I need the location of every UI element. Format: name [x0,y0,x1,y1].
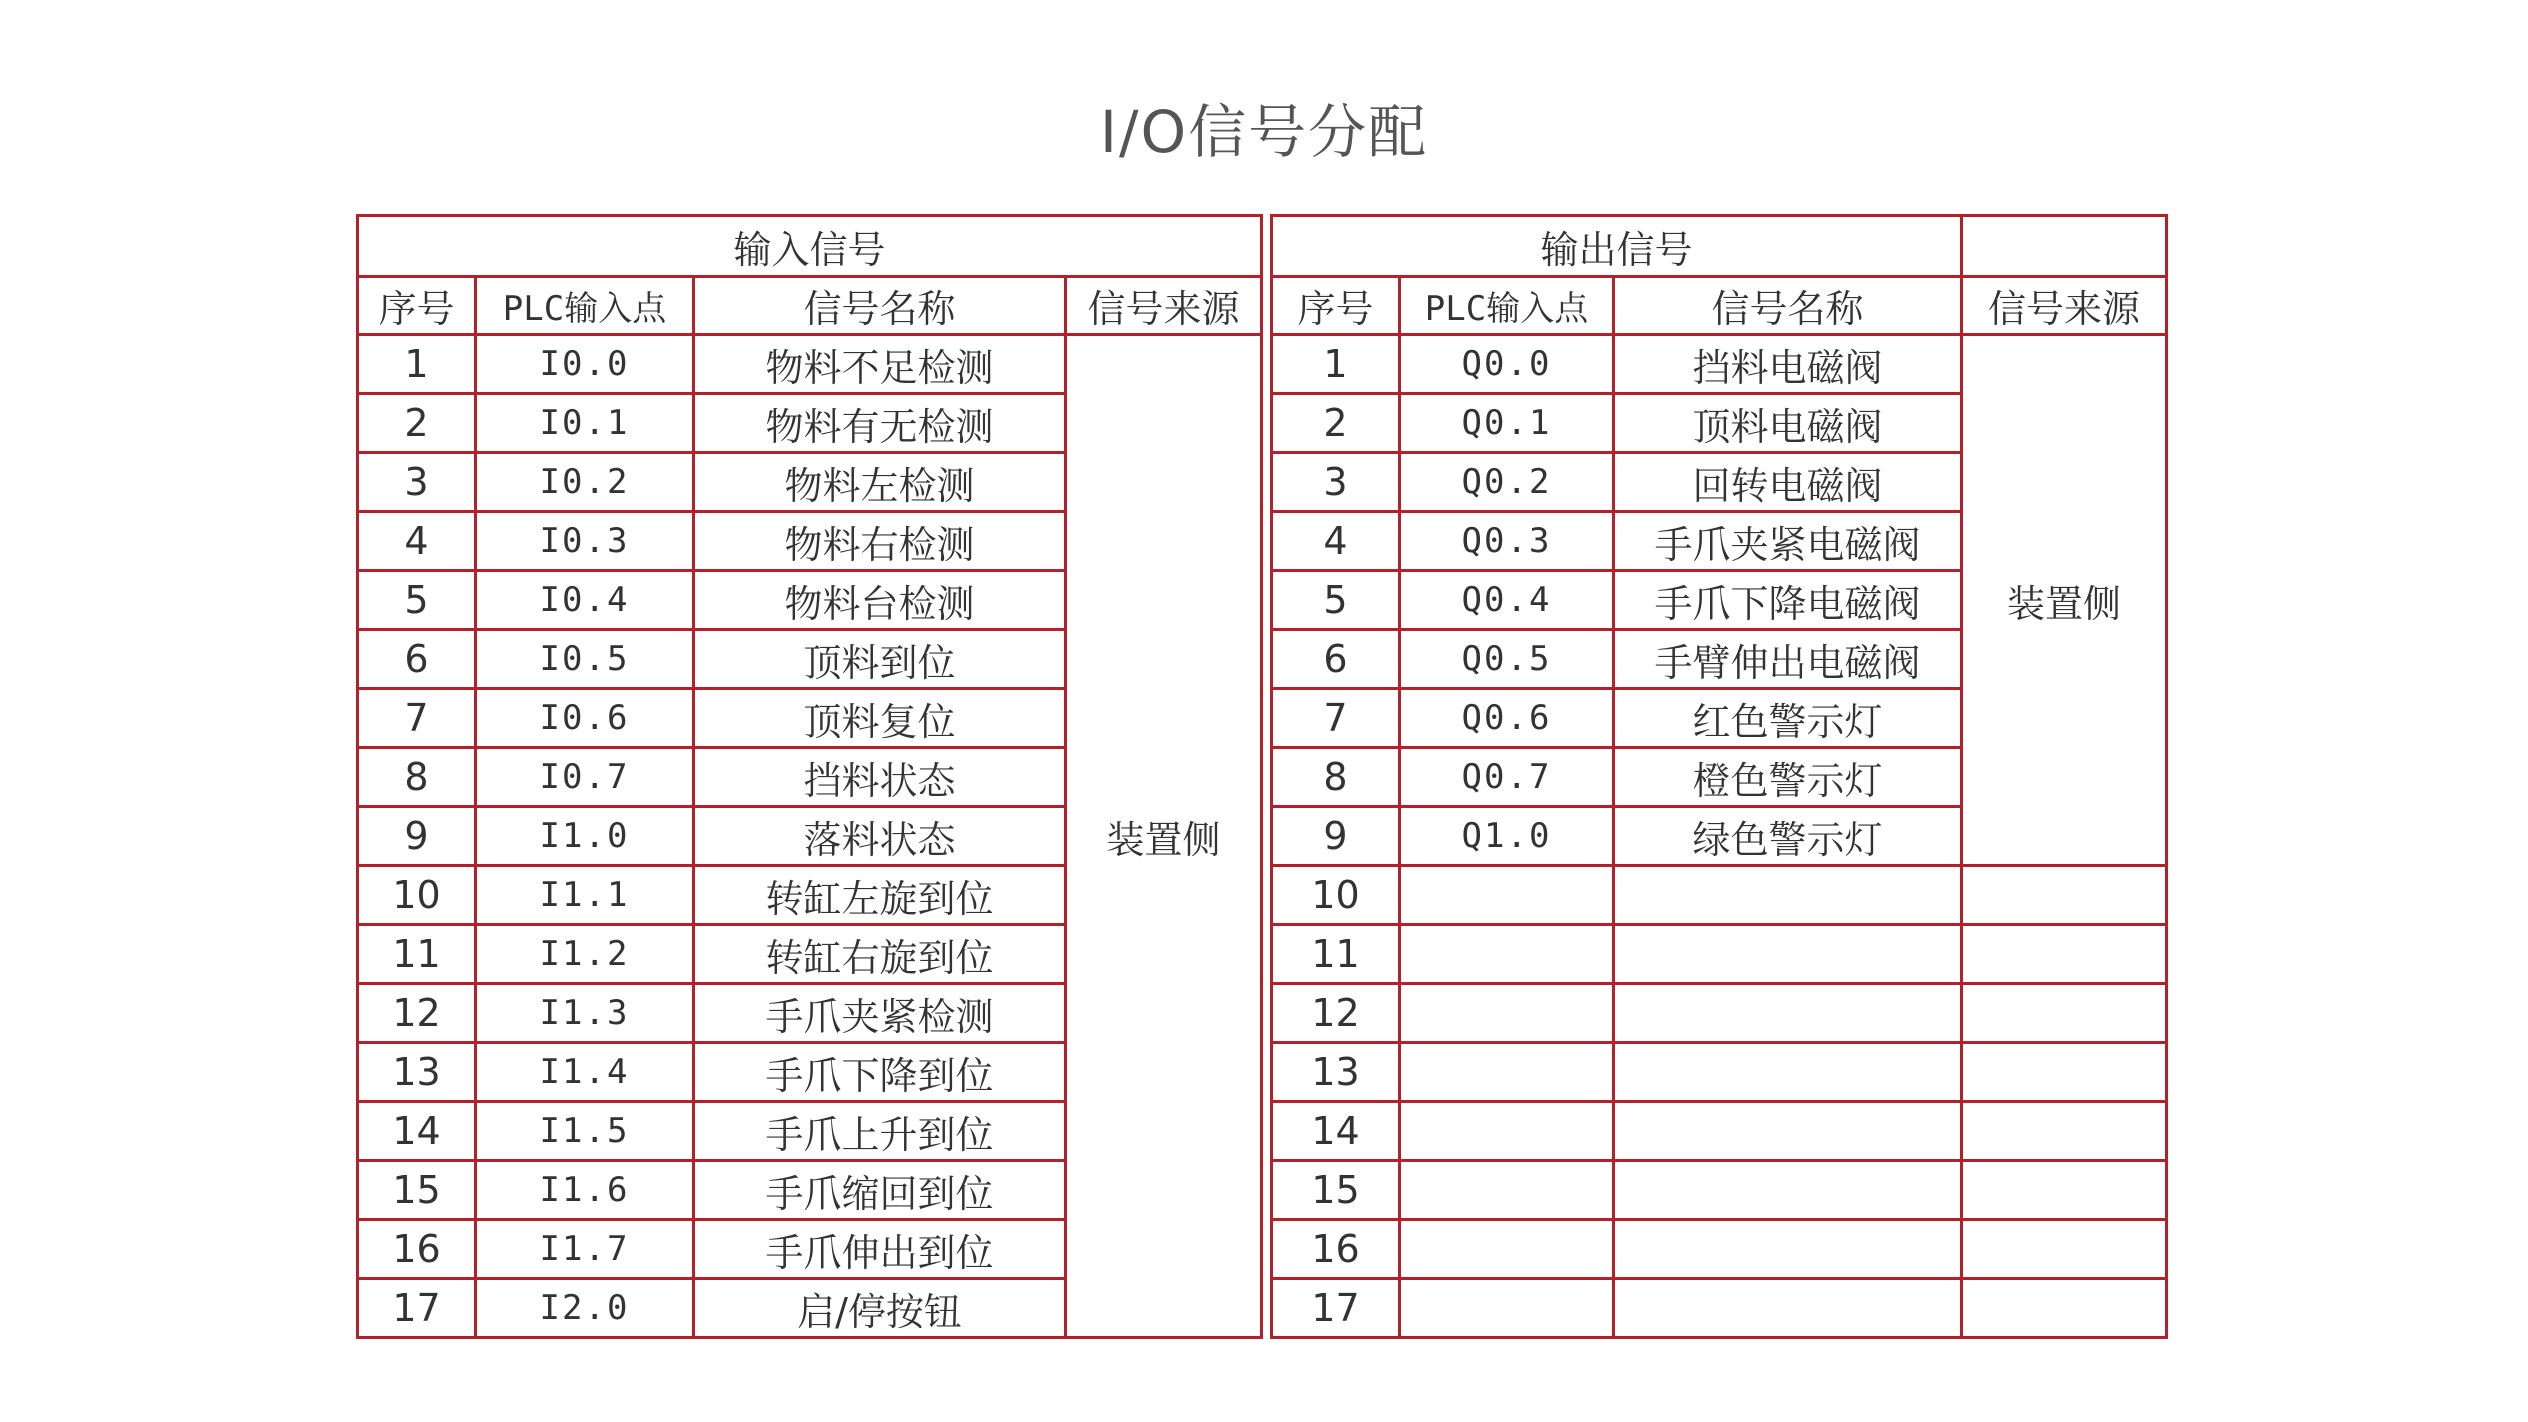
signal-name [1614,1043,1962,1102]
page-title: I/O信号分配 [1099,98,1429,166]
signal-name: 物料台检测 [694,571,1066,630]
signal-name: 手爪下降到位 [694,1043,1066,1102]
output-signals-table [1270,214,2168,1339]
signal-name [1614,1220,1962,1279]
table-row [1272,866,2167,925]
row-number: 2 [1272,394,1400,453]
signal-source-empty [1962,1220,2167,1279]
input-signals-table [356,214,1263,1339]
row-number: 6 [358,630,476,689]
signal-name: 物料右检测 [694,512,1066,571]
signal-name: 手爪夹紧电磁阀 [1614,512,1962,571]
plc-point: Q0.7 [1400,748,1614,807]
row-number: 9 [358,807,476,866]
signal-name [1614,1161,1962,1220]
row-number: 3 [358,453,476,512]
table-row [1272,1161,2167,1220]
plc-point: I1.3 [476,984,694,1043]
plc-point: I1.1 [476,866,694,925]
plc-point: I0.6 [476,689,694,748]
signal-name: 物料左检测 [694,453,1066,512]
plc-point: I1.2 [476,925,694,984]
signal-name [1614,925,1962,984]
plc-point: Q0.1 [1400,394,1614,453]
plc-point: I0.0 [476,335,694,394]
plc-point [1400,1161,1614,1220]
plc-point: I0.1 [476,394,694,453]
plc-point [1400,1102,1614,1161]
plc-point [1400,866,1614,925]
signal-name: 回转电磁阀 [1614,453,1962,512]
signal-source-empty [1962,1161,2167,1220]
signal-name: 绿色警示灯 [1614,807,1962,866]
signal-source-empty [1962,984,2167,1043]
signal-name: 转缸右旋到位 [694,925,1066,984]
column-header-no: 序号 [358,277,476,335]
signal-source: 装置侧 [1066,335,1262,1338]
table-row [1272,1043,2167,1102]
row-number: 13 [1272,1043,1400,1102]
column-header-signal-name: 信号名称 [1614,277,1962,335]
column-header-plc-point: PLC输入点 [1400,277,1614,335]
row-number: 10 [358,866,476,925]
plc-point: I0.3 [476,512,694,571]
signal-source-empty [1962,925,2167,984]
plc-point: I2.0 [476,1279,694,1338]
plc-point: I1.5 [476,1102,694,1161]
column-header-signal-name: 信号名称 [694,277,1066,335]
signal-name: 挡料电磁阀 [1614,335,1962,394]
plc-point: Q0.4 [1400,571,1614,630]
row-number: 1 [358,335,476,394]
table-row [1272,1279,2167,1338]
signal-source-empty [1962,866,2167,925]
signal-name: 手臂伸出电磁阀 [1614,630,1962,689]
signal-name: 顶料复位 [694,689,1066,748]
plc-point [1400,925,1614,984]
row-number: 17 [358,1279,476,1338]
row-number: 4 [1272,512,1400,571]
plc-point [1400,1043,1614,1102]
row-number: 9 [1272,807,1400,866]
signal-name: 落料状态 [694,807,1066,866]
row-number: 1 [1272,335,1400,394]
input-group-header: 输入信号 [358,216,1262,277]
row-number: 11 [358,925,476,984]
column-header-plc-point: PLC输入点 [476,277,694,335]
plc-point [1400,1220,1614,1279]
table-row [1272,925,2167,984]
row-number: 14 [1272,1102,1400,1161]
plc-point: Q0.0 [1400,335,1614,394]
plc-point: Q0.5 [1400,630,1614,689]
row-number: 17 [1272,1279,1400,1338]
row-number: 5 [1272,571,1400,630]
table-row [1272,335,2167,394]
signal-name: 手爪缩回到位 [694,1161,1066,1220]
plc-point: Q0.3 [1400,512,1614,571]
signal-name: 红色警示灯 [1614,689,1962,748]
column-header-signal-source: 信号来源 [1962,277,2167,335]
plc-point: Q0.2 [1400,453,1614,512]
row-number: 4 [358,512,476,571]
row-number: 16 [358,1220,476,1279]
signal-name: 物料不足检测 [694,335,1066,394]
signal-name [1614,1102,1962,1161]
row-number: 8 [1272,748,1400,807]
signal-source: 装置侧 [1962,335,2167,866]
signal-name: 挡料状态 [694,748,1066,807]
row-number: 3 [1272,453,1400,512]
plc-point: I0.5 [476,630,694,689]
plc-point: Q1.0 [1400,807,1614,866]
row-number: 13 [358,1043,476,1102]
signal-name: 物料有无检测 [694,394,1066,453]
signal-source-empty [1962,1043,2167,1102]
row-number: 12 [358,984,476,1043]
row-number: 10 [1272,866,1400,925]
plc-point: I1.4 [476,1043,694,1102]
output-group-header: 输出信号 [1272,216,1962,277]
signal-name: 手爪下降电磁阀 [1614,571,1962,630]
row-number: 15 [358,1161,476,1220]
signal-name: 手爪伸出到位 [694,1220,1066,1279]
plc-point: Q0.6 [1400,689,1614,748]
table-row [1272,1102,2167,1161]
plc-point: I1.0 [476,807,694,866]
plc-point: I0.7 [476,748,694,807]
row-number: 7 [1272,689,1400,748]
plc-point [1400,1279,1614,1338]
row-number: 15 [1272,1161,1400,1220]
output-group-header-blank [1962,216,2167,277]
row-number: 11 [1272,925,1400,984]
row-number: 2 [358,394,476,453]
plc-point: I1.6 [476,1161,694,1220]
row-number: 5 [358,571,476,630]
row-number: 14 [358,1102,476,1161]
plc-point: I0.2 [476,453,694,512]
column-header-no: 序号 [1272,277,1400,335]
row-number: 16 [1272,1220,1400,1279]
row-number: 12 [1272,984,1400,1043]
plc-point [1400,984,1614,1043]
plc-point: I0.4 [476,571,694,630]
signal-name [1614,1279,1962,1338]
table-row [1272,984,2167,1043]
signal-name: 启/停按钮 [694,1279,1066,1338]
signal-source-empty [1962,1279,2167,1338]
table-row [1272,1220,2167,1279]
signal-name: 顶料电磁阀 [1614,394,1962,453]
column-header-signal-source: 信号来源 [1066,277,1262,335]
signal-name [1614,984,1962,1043]
row-number: 6 [1272,630,1400,689]
plc-point: I1.7 [476,1220,694,1279]
signal-name: 橙色警示灯 [1614,748,1962,807]
signal-name: 顶料到位 [694,630,1066,689]
signal-source-empty [1962,1102,2167,1161]
signal-name: 手爪上升到位 [694,1102,1066,1161]
signal-name: 手爪夹紧检测 [694,984,1066,1043]
row-number: 8 [358,748,476,807]
signal-name: 转缸左旋到位 [694,866,1066,925]
signal-name [1614,866,1962,925]
row-number: 7 [358,689,476,748]
table-row [358,335,1262,394]
